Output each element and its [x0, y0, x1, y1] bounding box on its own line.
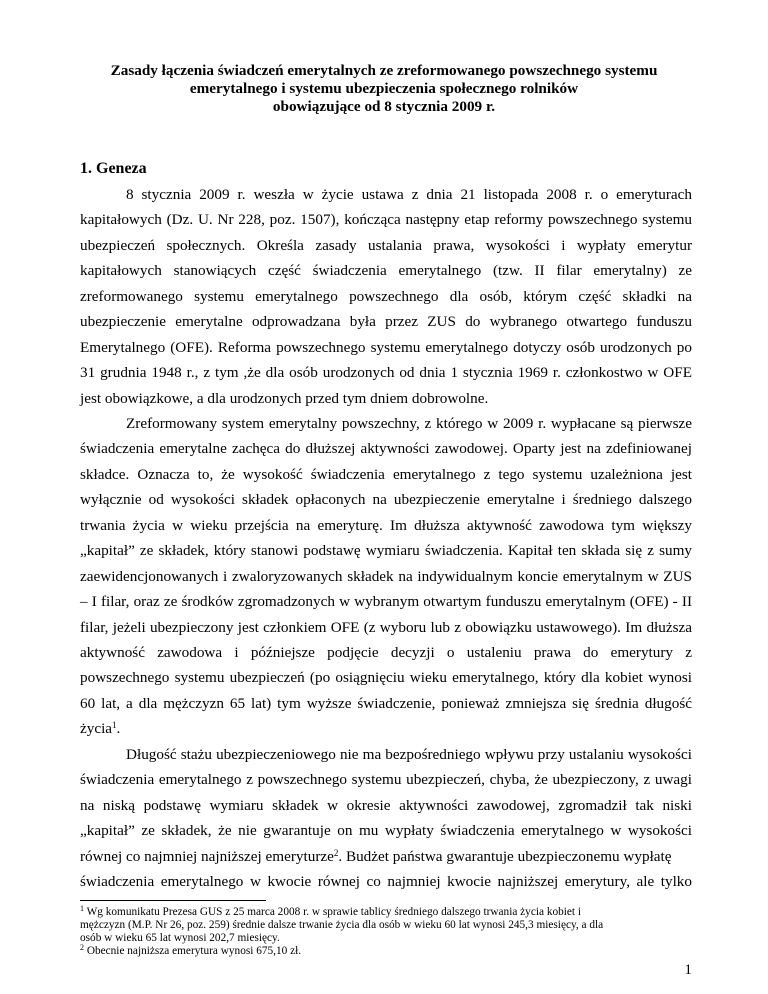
footnote-ref: 1: [112, 720, 117, 730]
paragraph-line: na niską podstawę wymiaru składek w okresie aktywności zawodowej, zgromadził tak niski: [80, 797, 692, 814]
paragraph-line: Emerytalnego (OFE). Reforma powszechnego systemu emerytalnego dotyczy osób urodzonych po: [80, 339, 692, 356]
paragraph-line: kapitałowych (Dz. U. Nr 228, poz. 1507), kończąca następny etap reformy powszechnego systemu: [80, 211, 692, 228]
paragraph-line: ubezpieczeń społecznych. Określa zasady ustalania prawa, wysokości i wypłaty emerytur: [80, 237, 692, 254]
paragraph-line: Zreformowany system emerytalny powszechny, z którego w 2009 r. wypłacane są pierwsze: [126, 415, 692, 432]
footnote-mark: 2: [80, 943, 84, 952]
paragraph-text: równej co najmniej najniższej emeryturze: [80, 848, 334, 865]
footnote-line: mężczyzn (M.P. Nr 26, poz. 259) średnie dalsze trwanie życia dla osób w wieku 60 lat wynosi 245,3 miesięcy, a dla: [80, 919, 604, 931]
paragraph-line: „kapitał” ze składek, że nie gwarantuje on mu wypłaty świadczenia emerytalnego w wysokości: [80, 822, 692, 839]
title-line: obowiązujące od 8 stycznia 2009 r.: [272, 98, 496, 115]
paragraph-line: kapitałowych stanowiących część świadczenia emerytalnego (tzw. II filar emerytalny) ze: [80, 262, 692, 279]
paragraph-line: 31 grudnia 1948 r., z tym ,że dla osób urodzonych od dnia 1 stycznia 1969 r. członkostwo w OFE: [80, 364, 692, 381]
paragraph-line: świadczenia emerytalnego z powszechnego systemu ubezpieczeń, chyba, że ubezpieczony, z uwagi: [80, 771, 692, 788]
paragraph-line: trwania życia w wieku przejścia na emeryturę. Im dłuższa aktywność zawodowa tym większy: [80, 517, 692, 534]
paragraph-line: powszechnego systemu ubezpieczeń (po osiągnięciu wieku emerytalnego, który dla kobiet wynosi: [80, 669, 692, 686]
footnote-2: [80, 945, 692, 959]
paragraph-line: ubezpieczenie emerytalne odprowadzana była przez ZUS do wybranego otwartego funduszu: [80, 313, 692, 330]
paragraph-text: życia: [80, 720, 113, 737]
paragraph-line: zreformowanego systemu emerytalnego powszechnego dla osób, którym część składki na: [80, 288, 692, 305]
page-number: 1: [684, 961, 692, 978]
paragraph-text: .: [116, 720, 121, 737]
document-title: [80, 62, 688, 116]
paragraph-line: [80, 719, 692, 739]
paragraph-line: świadczenia emerytalnego w kwocie równej co najmniej kwocie najniższej emerytury, ale tylko: [80, 873, 692, 890]
paragraph-line: filar, jeżeli ubezpieczony jest członkiem OFE (z wyboru lub z obowiązku ustawowego). Im dłuższa: [80, 619, 692, 636]
paragraph-text: . Budżet państwa gwarantuje ubezpieczonemu wypłatę: [338, 848, 672, 865]
footnote-text: Obecnie najniższa emerytura wynosi 675,10 zł.: [84, 945, 302, 957]
footnote-1: [80, 906, 692, 920]
section-heading: 1. Geneza: [80, 160, 147, 177]
paragraph-line: – I filar, oraz ze środków zgromadzonych w wybranym otwartym funduszu emerytalnym (OFE) - II: [80, 593, 692, 610]
footnote-text: Wg komunikatu Prezesa GUS z 25 marca 2008 r. w sprawie tablicy średniego dalszego trwania życia kobiet i: [84, 906, 582, 918]
paragraph-line: 8 stycznia 2009 r. weszła w życie ustawa z dnia 21 listopada 2008 r. o emeryturach: [126, 186, 692, 203]
title-line: emerytalnego i systemu ubezpieczenia społecznego rolników: [189, 80, 579, 97]
paragraph-line: „kapitał” ze składek, który stanowi podstawę wymiaru świadczenia. Kapitał ten składa się z sumy: [80, 542, 692, 559]
paragraph-line: zaewidencjonowanych i zwaloryzowanych składek na indywidualnym koncie emerytalnym w ZUS: [80, 568, 692, 585]
paragraph-line: 60 lat, a dla mężczyzn 65 lat) tym wyższe świadczenie, ponieważ zmniejsza się średnia długość: [80, 695, 692, 712]
paragraph-line: aktywność zawodowa i późniejsze podjęcie decyzji o ustaleniu prawa do emerytury z: [80, 644, 692, 661]
paragraph-line: jest obowiązkowe, a dla urodzonych przed tym dniem dobrowolne.: [80, 390, 489, 407]
title-line: Zasady łączenia świadczeń emerytalnych ze zreformowanego powszechnego systemu: [110, 62, 658, 79]
paragraph-line: świadczenia emerytalne zachęca do dłuższej aktywności zawodowej. Oparty jest na zdefiniowanej: [80, 440, 692, 457]
footnote-mark: 1: [80, 904, 84, 913]
paragraph-line: Długość stażu ubezpieczeniowego nie ma bezpośredniego wpływu przy ustalaniu wysokości: [126, 746, 692, 763]
footnote-ref: 2: [333, 848, 339, 858]
footnote-separator: [80, 900, 266, 901]
paragraph-line: składce. Oznacza to, że wysokość świadczenia emerytalnego z tego systemu uzależniona jest: [80, 466, 692, 483]
paragraph-line: [80, 847, 692, 867]
paragraph-line: wyłącznie od wysokości składek opłaconych na ubezpieczenie emerytalne i średniego dalszego: [80, 491, 692, 508]
footnote-line: osób w wieku 65 lat wynosi 202,7 miesięcy.: [80, 932, 280, 944]
